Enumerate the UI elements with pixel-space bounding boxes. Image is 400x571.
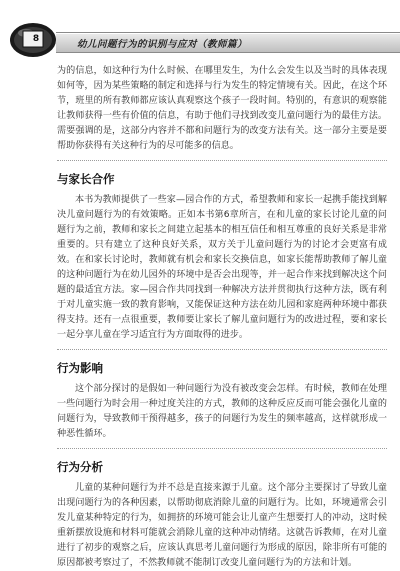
section-paragraph-behavior-analysis: 儿童的某种问题行为并不总是直接来源于儿童。这个部分主要探讨了导致儿童出现问题行为的各种因素，以帮助彻底消除儿童的问题行为。比如，环境通常会引发儿童某种特定的行为，如拥挤的环境可能会让儿童产生想要打人的冲动，这时候重新摆放设施和材料可能就会消除儿童的这种冲动情绪。这就告诉教师，在对儿童进行了初步的观察之后，应该认真思考儿童问题行为形成的原因，除非所有可能的原因都被考察过了，不然教师就不能制订改变儿童问题行为的方法和计划。: [57, 483, 387, 568]
section-title-behavior-analysis: 行为分析: [57, 460, 103, 474]
section-paragraph-parent-cooperation: 本书为教师提供了一些家—园合作的方式，希望教师和家长一起携手能找到解决儿童问题行为的有效策略。正如本书第6章所言，在和儿童的家长讨论儿童的问题行为之前，教师和家长之间建立起基本的相互信任和相互尊重的良好关系是非常重要的。只有建立了这种良好关系，双方关于儿童问题行为的讨论才会更富有成效。在和家长讨论时，教师就有机会和家长交换信息，如家长能帮助教师了解儿童的这种问题行为在幼儿园外的环境中是否会出现等，并一起合作来找到解决这个问题的最适宜方法。家—园合作共同找到一种解决方法并贯彻执行这种方法，既有利于对儿童实施一致的教育影响，又能保证这种方法在幼儿园和家庭两种环境中都获得支持。还有一点很重要，教师要让家长了解儿童问题行为的改进过程，要和家长一起分享儿童在学习适宜行为方面取得的进步。: [57, 195, 387, 340]
section-divider: [57, 160, 387, 161]
section-divider: [57, 349, 387, 350]
running-title: 幼儿问题行为的识别与应对（教师篇）: [77, 39, 248, 50]
header-rule-bottom: [56, 52, 400, 53]
section-title-parent-cooperation: 与家长合作: [57, 172, 115, 186]
intro-paragraph: 为的信息，如这种行为什么时候、在哪里发生，为什么会发生以及当时的具体表现如何等，因为某些策略的制定和选择与行为发生的特定情境有关。因此，在这个环节，班里的所有教师都应该认真观察这个孩子一段时间。特别的，有意识的观察能让教师获得一些有价值的信息，有助于他们寻找到改变儿童问题行为的最佳方法。需要强调的是，这部分内容并不都和问题行为的改变方法有关。这一部分主要是要帮助你获得有关这种行为的尽可能多的信息。: [57, 66, 387, 151]
header-rule-top: [56, 32, 400, 33]
section-paragraph-behavior-impact: 这个部分探讨的是假如一种问题行为没有被改变会怎样。有时候，教师在处理一些问题行为时会用一种过度关注的方式，教师的这种反应反而可能会强化儿童的问题行为，导致教师干预得越多，孩子的问题行为发生的频率越高，这样就形成一种恶性循环。: [57, 384, 387, 439]
section-title-behavior-impact: 行为影响: [57, 361, 103, 375]
page-number: 8: [32, 34, 40, 44]
page-header: [0, 0, 400, 58]
section-divider: [57, 448, 387, 449]
page-content: [57, 64, 387, 571]
